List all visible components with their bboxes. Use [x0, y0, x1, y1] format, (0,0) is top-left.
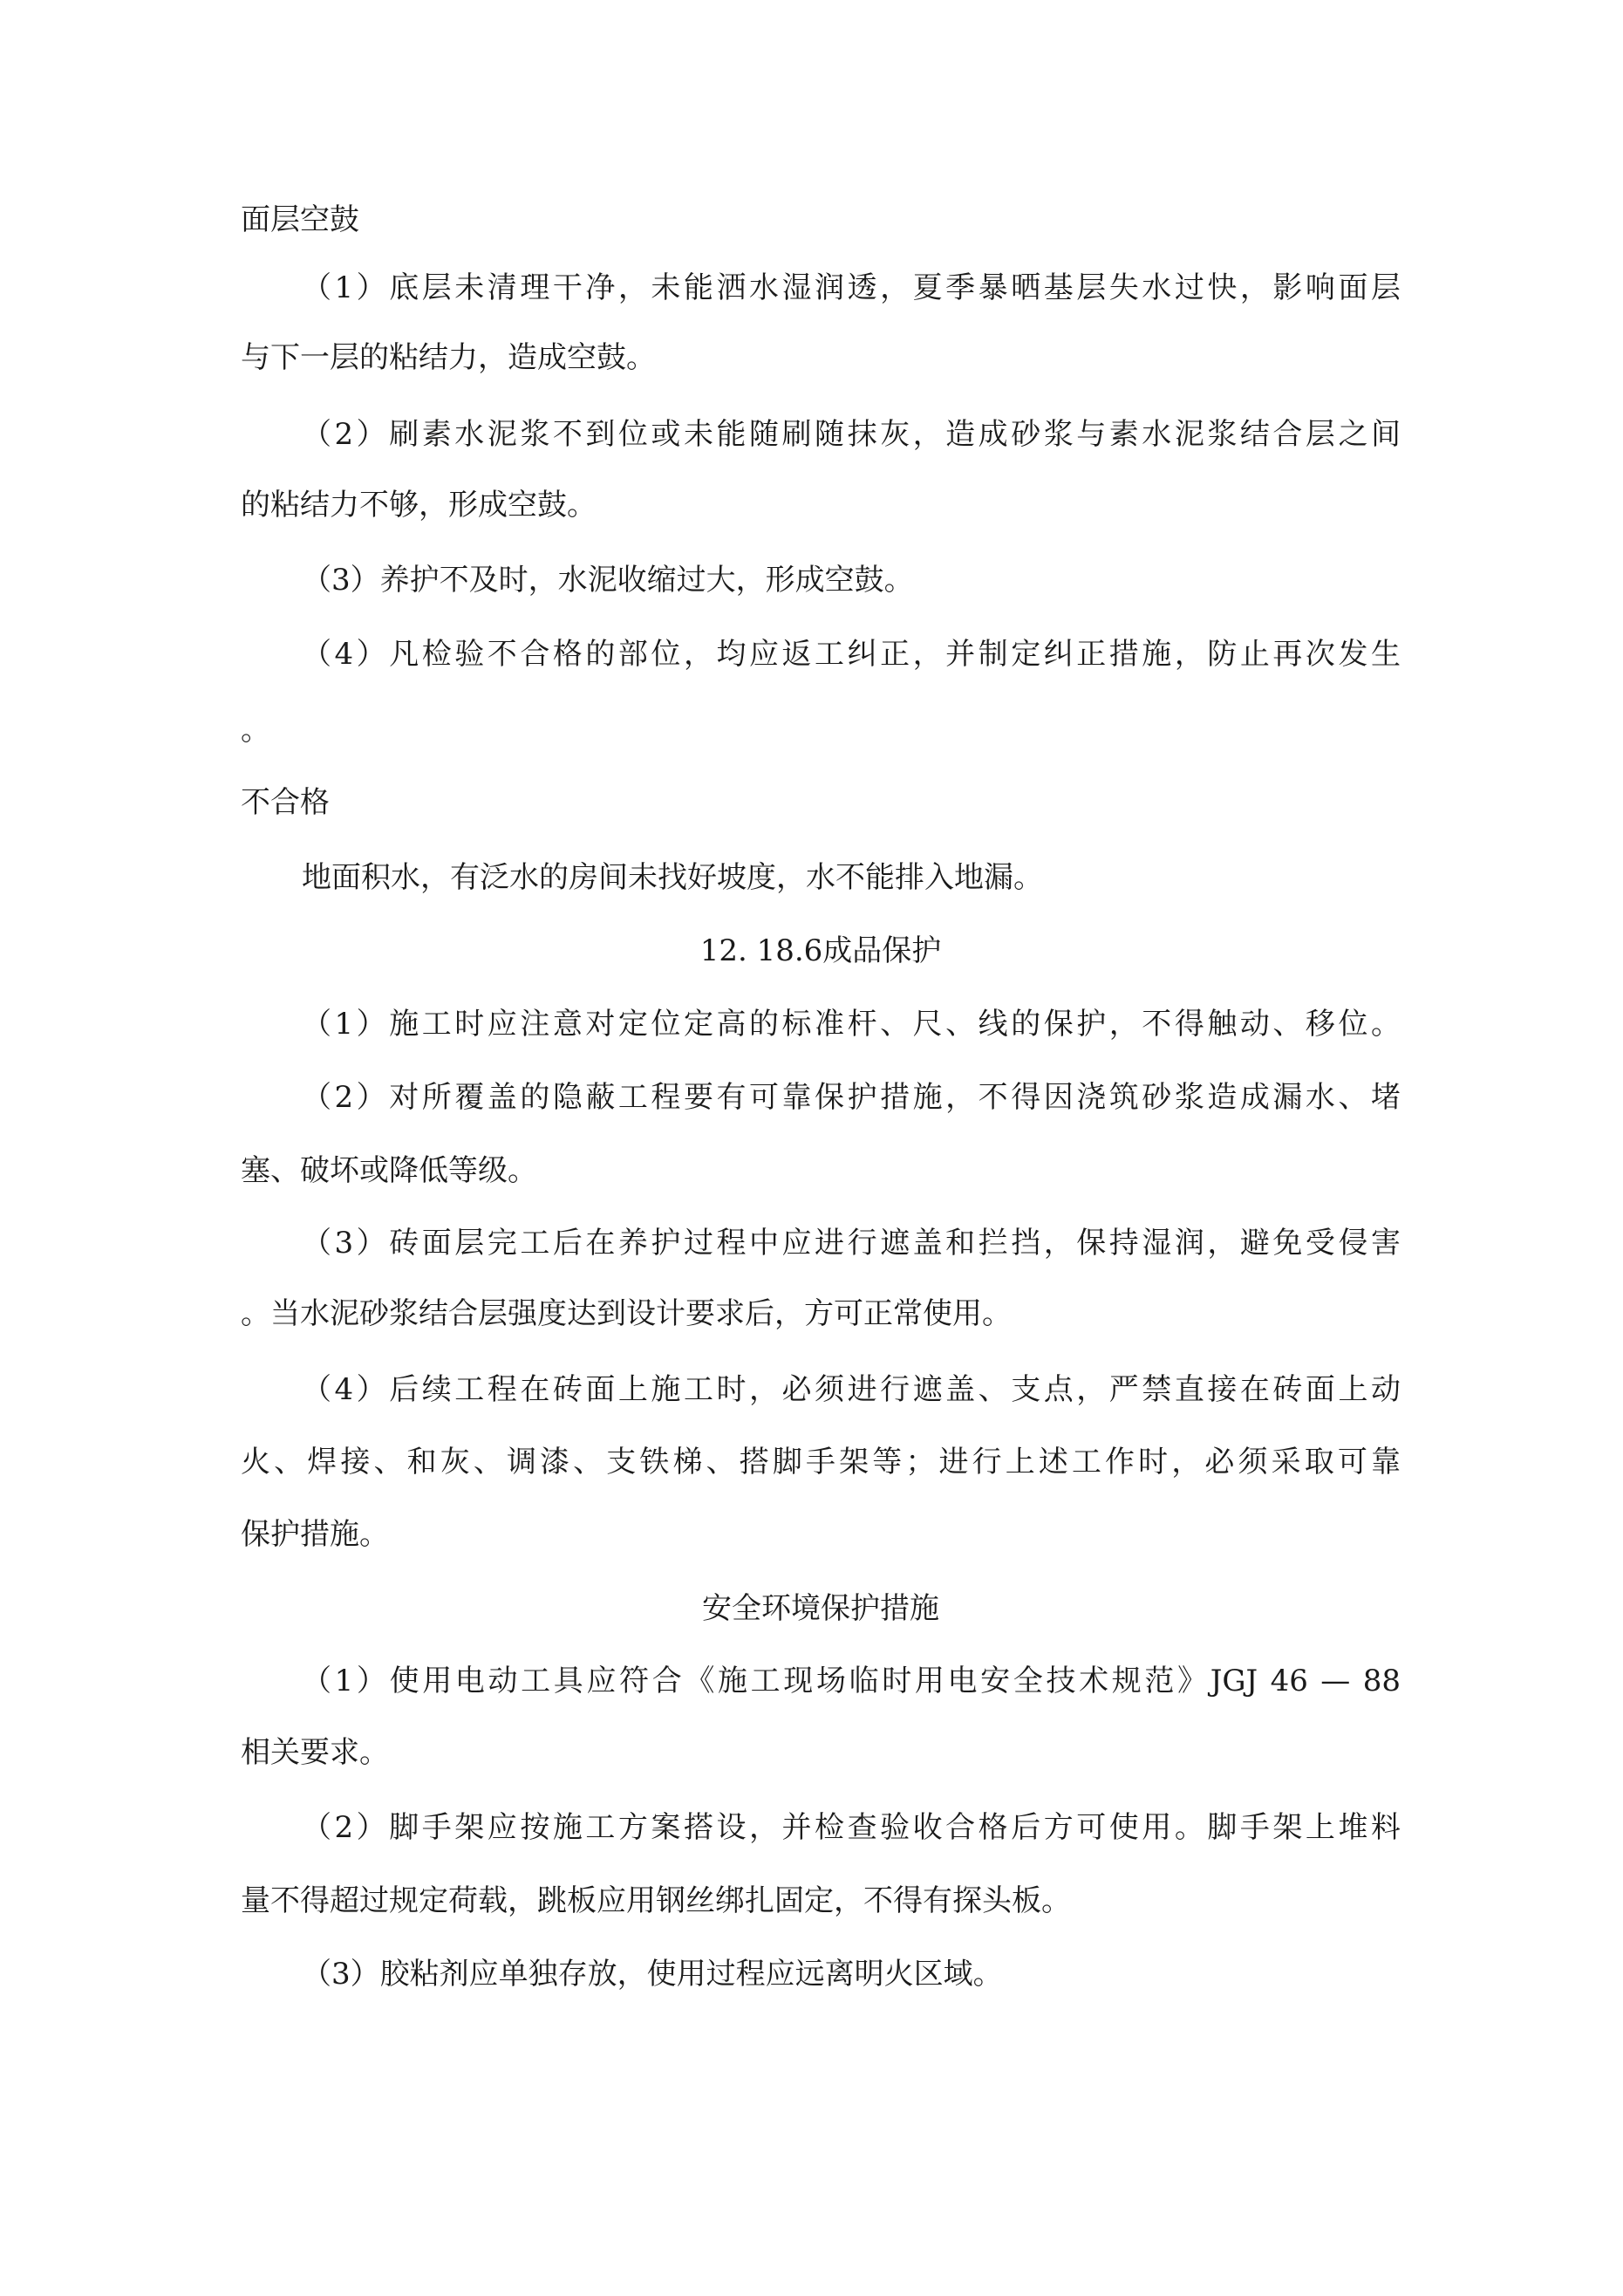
paragraph-line: 。当水泥砂浆结合层强度达到设计要求后，方可正常使用。: [241, 1296, 1012, 1331]
paragraph-line: （1）施工时应注意对定位定高的标准杆、尺、线的保护，不得触动、移位。: [302, 1007, 1401, 1042]
paragraph-line: （3）养护不及时，水泥收缩过大，形成空鼓。: [302, 563, 914, 598]
paragraph-line: 塞、破坏或降低等级。: [241, 1153, 537, 1188]
paragraph-line: 保护措施。: [241, 1517, 389, 1552]
paragraph-line: （2）刷素水泥浆不到位或未能随刷随抹灰，造成砂浆与素水泥浆结合层之间: [302, 417, 1401, 452]
paragraph-line: （3）砖面层完工后在养护过程中应进行遮盖和拦挡，保持湿润，避免受侵害: [302, 1226, 1401, 1261]
paragraph-line: （3）胶粘剂应单独存放，使用过程应远离明火区域。: [302, 1957, 1003, 1992]
heading-unqualified: 不合格: [241, 785, 330, 820]
paragraph-line: （2）对所覆盖的隐蔽工程要有可靠保护措施，不得因浇筑砂浆造成漏水、堵: [302, 1080, 1401, 1115]
paragraph-line: 。: [241, 713, 270, 748]
section-title-product-protection: 12. 18.6成品保护: [699, 933, 942, 968]
paragraph-line: （4）凡检验不合格的部位，均应返工纠正，并制定纠正措施，防止再次发生: [302, 637, 1401, 672]
section-title-safety-environment: 安全环境保护措施: [702, 1591, 939, 1626]
paragraph-line: 相关要求。: [241, 1735, 389, 1770]
paragraph-line: （1）底层未清理干净，未能洒水湿润透，夏季暴晒基层失水过快，影响面层: [302, 270, 1401, 305]
paragraph-line: 与下一层的粘结力，造成空鼓。: [241, 340, 656, 375]
paragraph-line: 的粘结力不够，形成空鼓。: [241, 488, 597, 523]
heading-hollow-surface: 面层空鼓: [241, 202, 359, 237]
paragraph-line: 火、焊接、和灰、调漆、支铁梯、搭脚手架等；进行上述工作时，必须采取可靠: [241, 1445, 1401, 1479]
paragraph-line: （1）使用电动工具应符合《施工现场临时用电安全技术规范》JGJ 46 — 88: [302, 1664, 1401, 1698]
paragraph-line: 量不得超过规定荷载，跳板应用钢丝绑扎固定，不得有探头板。: [241, 1883, 1071, 1918]
paragraph-line: 地面积水，有泛水的房间未找好坡度，水不能排入地漏。: [302, 860, 1043, 895]
paragraph-line: （2）脚手架应按施工方案搭设，并检查验收合格后方可使用。脚手架上堆料: [302, 1810, 1401, 1845]
paragraph-line: （4）后续工程在砖面上施工时，必须进行遮盖、支点，严禁直接在砖面上动: [302, 1372, 1401, 1407]
